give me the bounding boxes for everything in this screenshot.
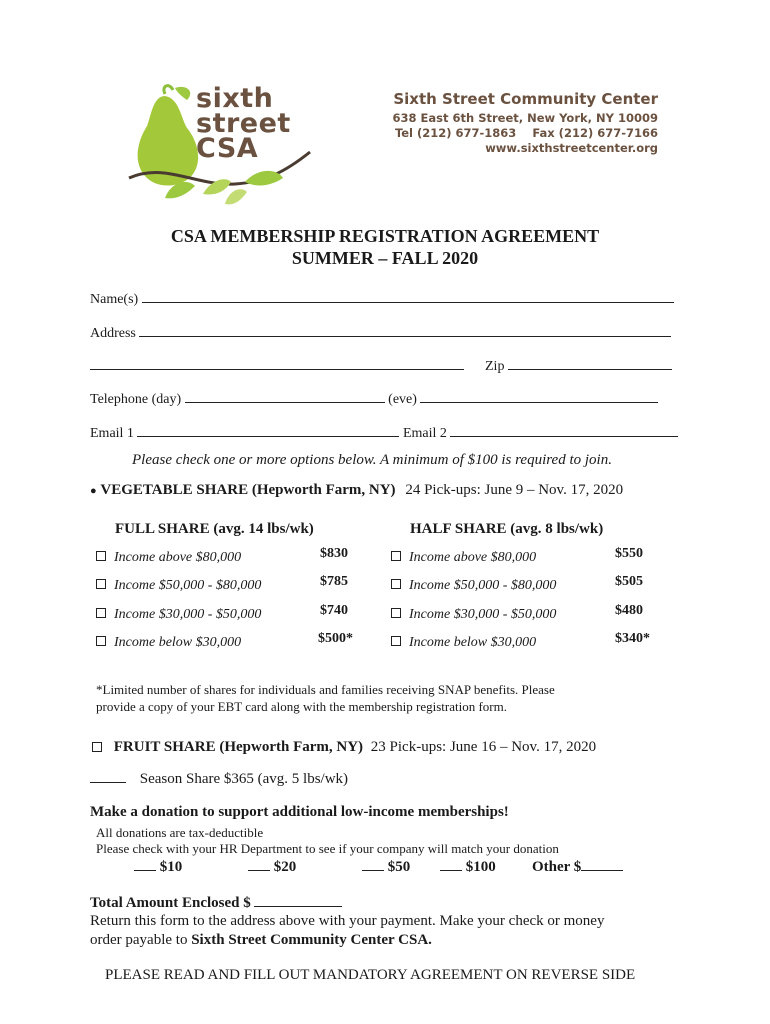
option-price: $480 [615, 603, 643, 618]
donation-option-50[interactable] [362, 858, 410, 876]
donation-note1: All donations are tax-deductible [96, 825, 264, 840]
total-row [90, 894, 342, 912]
address-row [90, 324, 671, 342]
fruit-share-line [92, 739, 596, 756]
option-price: $505 [615, 574, 643, 589]
logo-word-street: street [196, 108, 291, 139]
tel-day-label: Telephone (day) [90, 392, 182, 407]
snap-footnote-line2: provide a copy of your EBT card along with the membership registration form. [96, 699, 507, 714]
full-option-row[interactable] [96, 574, 261, 594]
fruit-share-checkbox[interactable] [92, 742, 102, 752]
zip-field[interactable] [508, 357, 672, 370]
option-label: Income below $30,000 [409, 635, 537, 650]
reverse-side-notice: PLEASE READ AND FILL OUT MANDATORY AGREEMENT ON REVERSE SIDE [105, 967, 636, 983]
option-label: Income below $30,000 [114, 635, 242, 650]
donation-option-100[interactable] [440, 858, 496, 876]
checkbox[interactable] [391, 551, 401, 561]
option-label: Income above $80,000 [114, 550, 242, 565]
vegetable-pickups: 24 Pick-ups: June 9 – Nov. 17, 2020 [405, 482, 624, 498]
full-share-header: FULL SHARE (avg. 14 lbs/wk) [115, 521, 314, 537]
vegetable-share-title: VEGETABLE SHARE (Hepworth Farm, NY) [100, 482, 396, 498]
donation-blank[interactable] [362, 858, 384, 871]
donation-amount: $100 [465, 859, 496, 875]
org-website: www.sixthstreetcenter.org [485, 141, 658, 155]
donation-blank[interactable] [248, 858, 270, 871]
checkbox[interactable] [96, 579, 106, 589]
instructions: Please check one or more options below. A minimum of $100 is required to join. [132, 452, 612, 468]
donation-blank[interactable] [134, 858, 156, 871]
option-price: $785 [320, 574, 348, 589]
org-address: 638 East 6th Street, New York, NY 10009 [392, 111, 658, 125]
checkbox[interactable] [391, 608, 401, 618]
checkbox[interactable] [96, 551, 106, 561]
option-label: Income $50,000 - $80,000 [114, 578, 262, 593]
total-label: Total Amount Enclosed $ [90, 895, 251, 911]
half-option-row[interactable] [391, 631, 536, 651]
org-name: Sixth Street Community Center [393, 90, 658, 108]
donation-amount: $20 [273, 859, 297, 875]
email-row [90, 424, 678, 442]
return-instructions-line2 [90, 932, 432, 949]
donation-other-label: Other $ [532, 859, 582, 875]
return-line2-prefix: order payable to [90, 932, 192, 948]
donation-option-other[interactable] [532, 858, 623, 876]
email1-label: Email 1 [90, 426, 134, 441]
full-option-row[interactable] [96, 631, 241, 651]
email1-field[interactable] [137, 424, 399, 437]
logo-word-sixth: sixth [196, 83, 274, 114]
names-row [90, 290, 674, 308]
donation-heading: Make a donation to support additional low-income memberships! [90, 804, 509, 820]
half-option-row[interactable] [391, 603, 556, 623]
season-share-line [90, 770, 348, 788]
option-price: $550 [615, 546, 643, 561]
option-label: Income $30,000 - $50,000 [409, 607, 557, 622]
total-field[interactable] [254, 894, 342, 907]
names-field[interactable] [142, 290, 674, 303]
donation-amount: $50 [387, 859, 411, 875]
payee-name: Sixth Street Community Center CSA. [191, 932, 432, 948]
half-share-header: HALF SHARE (avg. 8 lbs/wk) [410, 521, 604, 537]
donation-note2: Please check with your HR Department to see if your company will match your donation [96, 841, 559, 856]
option-price: $500* [318, 631, 353, 646]
fruit-pickups: 23 Pick-ups: June 16 – Nov. 17, 2020 [370, 739, 597, 755]
tel-day-field[interactable] [185, 390, 385, 403]
half-option-row[interactable] [391, 546, 536, 566]
option-label: Income $30,000 - $50,000 [114, 607, 262, 622]
tel-eve-field[interactable] [420, 390, 658, 403]
option-price: $740 [320, 603, 348, 618]
season-share-blank[interactable] [90, 770, 126, 783]
donation-other-field[interactable] [581, 858, 623, 871]
address-field[interactable] [139, 324, 671, 337]
checkbox[interactable] [96, 636, 106, 646]
checkbox[interactable] [391, 579, 401, 589]
telephone-row [90, 390, 658, 408]
donation-option-20[interactable] [248, 858, 296, 876]
half-option-row[interactable] [391, 574, 556, 594]
donation-blank[interactable] [440, 858, 462, 871]
full-option-row[interactable] [96, 546, 241, 566]
org-phones: Tel (212) 677-1863 Fax (212) 677-7166 [394, 126, 658, 140]
checkbox[interactable] [391, 636, 401, 646]
option-price: $340* [615, 631, 650, 646]
option-price: $830 [320, 546, 348, 561]
address-label: Address [90, 326, 136, 341]
bullet-icon: ● [90, 485, 97, 497]
email2-label: Email 2 [402, 426, 447, 441]
option-label: Income above $80,000 [409, 550, 537, 565]
email2-field[interactable] [450, 424, 678, 437]
season-share-label: Season Share $365 (avg. 5 lbs/wk) [139, 771, 349, 787]
address-line2-field[interactable] [90, 357, 464, 370]
form-title: CSA MEMBERSHIP REGISTRATION AGREEMENT [170, 226, 600, 246]
checkbox[interactable] [96, 608, 106, 618]
tel-eve-label: (eve) [388, 392, 417, 407]
option-label: Income $50,000 - $80,000 [409, 578, 557, 593]
form-subtitle: SUMMER – FALL 2020 [291, 248, 479, 268]
logo-word-csa: CSA [196, 133, 259, 164]
donation-option-10[interactable] [134, 858, 182, 876]
vegetable-share-line [90, 482, 623, 499]
zip-label: Zip [485, 359, 505, 374]
donation-amount: $10 [159, 859, 183, 875]
names-label: Name(s) [90, 292, 139, 307]
return-instructions-line1: Return this form to the address above with your payment. Make your check or money [90, 913, 605, 929]
fruit-share-title: FRUIT SHARE (Hepworth Farm, NY) [113, 739, 364, 755]
snap-footnote-line1: *Limited number of shares for individuals and families receiving SNAP benefits. Please [96, 682, 555, 697]
full-option-row[interactable] [96, 603, 261, 623]
address-line2-row [90, 357, 672, 375]
